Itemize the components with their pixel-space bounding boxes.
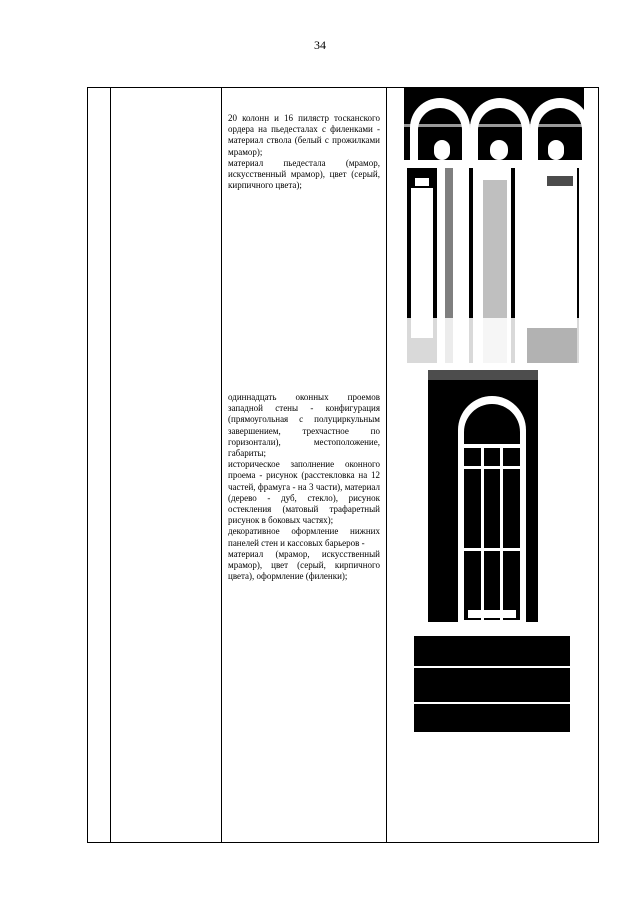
- windows-text-1: одиннадцать оконных проемов западной стены - конфигурация (прямоугольная с полуциркульным завершением, трехчастное по горизонтали), местоположение, габариты;: [228, 392, 380, 459]
- column-divider-1: [110, 88, 111, 842]
- columns-text-2: материал пьедестала (мрамор, искусственный мрамор), цвет (серый, кирпичного цвета);: [228, 157, 380, 191]
- column-divider-3: [386, 88, 387, 842]
- windows-text-2: историческое заполнение оконного проема - рисунок (расстекловка на 12 частей, фрамуга - на 3 части), материал (дерево - дуб, стекло), рисунок остекления (матовый трафаретный рисунок в боковых частях);: [228, 459, 380, 526]
- arcade-arches-photo: [404, 88, 584, 160]
- wall-panel-photo: [414, 632, 570, 732]
- windows-text-3: декоративное оформление нижних панелей стен и кассовых барьеров -: [228, 526, 380, 548]
- columns-description: [228, 113, 380, 191]
- windows-text-4: материал (мрамор, искусственный мрамор), цвет (серый, кирпичного цвета), оформление (филенки);: [228, 548, 380, 582]
- column-divider-2: [221, 88, 222, 842]
- windows-description: [228, 392, 380, 582]
- arched-window-photo: [428, 370, 556, 622]
- page-number: 34: [314, 38, 326, 52]
- columns-text-1: 20 колонн и 16 пилястр тосканского ордера на пьедесталах с филенками - материал ствола (белый с прожилками мрамор);: [228, 113, 380, 157]
- tuscan-columns-photo: [407, 168, 579, 363]
